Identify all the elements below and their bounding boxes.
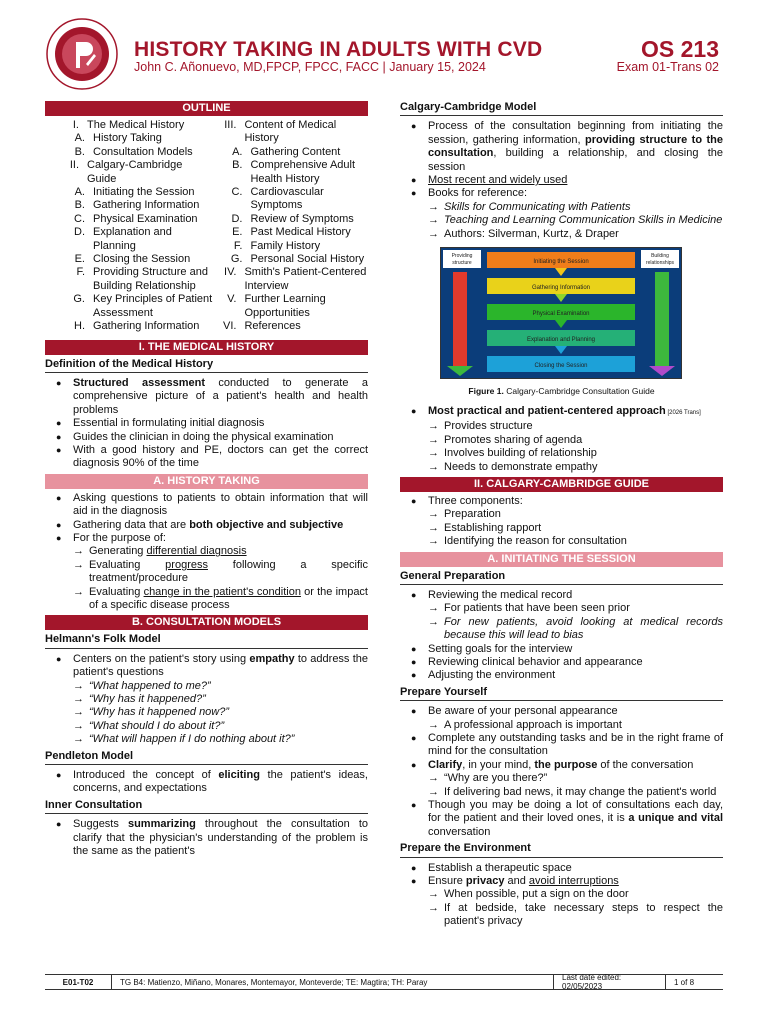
figure-step-label: Initiating the Session [533,259,589,266]
sub-item: → “Why has it happened?” [73,693,368,706]
outline-list [45,119,368,334]
sub-item: → “Why has it happened now?” [73,706,368,719]
list-item: ● Establish a therapeutic space [428,862,723,875]
sub-item: → If at bedside, take necessary steps to respect the patient's privacy [428,902,723,929]
outline-subitem: C. Cardiovascular Symptoms [231,186,324,212]
outline-subitem: B. Gathering Information [74,199,200,212]
outline-subitem: E. Past Medical History [232,226,351,239]
bullet-list [45,492,368,613]
sub-item: → Skills for Communicating with Patients [428,201,723,214]
list-item: ● Books for reference: → Skills for Communicating with Patients → Teaching and Learning Communication Skills in Medicine → Authors: Silverman, Kurtz, & Draper [428,187,723,241]
list-item: ● Most practical and patient-centered approach [2026 Trans] → Provides structure → Promotes sharing of agenda → Involves building of relationship → Needs to demonstrate empathy [428,405,723,474]
subsection-title: Calgary-Cambridge Model [400,101,723,116]
outline-item: V. Further Learning Opportunities [227,293,326,319]
bullet-list [400,589,723,683]
bullet-list [400,120,723,241]
course-code: OS 213 [641,36,719,62]
subsection-title: Inner Consultation [45,799,368,814]
university-seal-icon [46,18,118,90]
sub-item: → “What happened to me?” [73,680,368,693]
bullet-list [400,495,723,549]
figure-left-label: Providing [451,253,473,260]
outline-subitem: F. Family History [233,239,321,252]
outline-subitem: E. Closing the Session [74,253,191,266]
sub-item: → For patients that have been seen prior [428,602,723,615]
bullet-list [45,653,368,747]
sub-item: → “Why are you there?” [428,772,723,785]
list-item: ● For the purpose of: → Generating differential diagnosis → Evaluating progress following a specific treatment/procedure → Evaluating change in the patient's condition or the impact of a specific disease process [73,532,368,612]
page-footer [45,974,723,990]
list-item: ● Complete any outstanding tasks and be in the right frame of mind for the consultation [428,732,723,759]
subsection-title: Prepare the Environment [400,842,723,857]
footer-code: E01-T02 [45,975,112,989]
outline-subitem: G. Key Principles of Patient Assessment [73,293,213,319]
outline-subitem: F. Providing Structure and Building Relationship [76,266,208,292]
list-item: ● Centers on the patient's story using empathy to address the patient's questions → “What happened to me?” → “Why has it happened?” → “Why has it happened now?” → “What should I do about it?” → “What will happen if I do nothing about it?” [73,653,368,747]
list-item: ● Though you may be doing a lot of consultations each day, for the patient and their loved ones, it is a unique and vital conversation [428,799,723,839]
sub-item: → Authors: Silverman, Kurtz, & Draper [428,228,723,241]
subsection-title: Helmann's Folk Model [45,633,368,648]
list-item: ● Ensure privacy and avoid interruptions → When possible, put a sign on the door → If at bedside, take necessary steps to respect the patient's privacy [428,875,723,929]
subsection-title: Prepare Yourself [400,686,723,701]
outline-item: VI. References [223,320,301,333]
outline-subitem: D. Review of Symptoms [231,212,354,225]
section-heading: I. THE MEDICAL HISTORY [45,340,368,355]
page-number: 1 of 8 [674,977,695,987]
list-item: ● Suggests summarizing throughout the consultation to clarify that the physician's understanding of the problem is the same as the patient's [73,818,368,858]
subsection-title: Pendleton Model [45,750,368,765]
bullet-list [45,769,368,796]
footer-edited: Last date edited: 02/05/2023 [554,975,666,989]
figure-step-label: Gathering Information [531,285,591,292]
outline-subitem: A. Initiating the Session [74,186,195,199]
sub-item: → “What will happen if I do nothing about it?” [73,733,368,746]
list-item: ● Most recent and widely used [428,174,723,187]
bullet-list [45,377,368,471]
sub-item: → Provides structure [428,420,723,433]
sub-item: → Teaching and Learning Communication Skills in Medicine [428,214,723,227]
sub-item: → Promotes sharing of agenda [428,434,723,447]
calgary-cambridge-figure [440,247,682,379]
outline-subitem: D. Explanation and Planning [74,226,172,252]
sub-item: → Establishing rapport [428,522,723,535]
list-item: ● Structured assessment conducted to generate a comprehensive picture of a patient's health and health problems [73,377,368,417]
bullet-list [400,705,723,839]
sub-item: → Needs to demonstrate empathy [428,461,723,474]
outline-heading: OUTLINE [45,101,368,116]
outline-column-1 [45,119,212,334]
author-line: John C. Añonuevo, MD,FPCP, FPCC, FACC | January 15, 2024 [134,60,486,74]
list-item: ● Three components: → Preparation → Establishing rapport → Identifying the reason for consultation [428,495,723,549]
outline-subitem: A. Gathering Content [232,145,341,158]
outline-column-2 [212,119,368,334]
list-item: ● Process of the consultation beginning from initiating the session, gathering information, providing structure to the consultation, building a relationship, and closing the session [428,120,723,174]
svg-text:structure: structure [452,260,472,267]
list-item: ● Be aware of your personal appearance → A professional approach is important [428,705,723,732]
section-heading: A. INITIATING THE SESSION [400,552,723,567]
sub-item: → Involves building of relationship [428,447,723,460]
list-item: ● With a good history and PE, doctors can get the correct diagnosis 90% of the time [73,444,368,471]
sub-item: → When possible, put a sign on the door [428,888,723,901]
bullet-list [45,818,368,858]
section-heading: A. HISTORY TAKING [45,474,368,489]
list-item: ● Reviewing clinical behavior and appearance [428,656,723,669]
list-item: ● Guides the clinician in doing the physical examination [73,431,368,444]
list-item: ● Gathering data that are both objective and subjective [73,519,368,532]
section-heading: B. CONSULTATION MODELS [45,615,368,630]
list-item: ● Introduced the concept of eliciting the patient's ideas, concerns, and expectations [73,769,368,796]
figure-step-label: Explanation and Planning [526,337,596,344]
svg-text:relationships: relationships [645,260,675,267]
subsection-title: General Preparation [400,570,723,585]
right-column [400,98,723,929]
sub-item: → Evaluating change in the patient's condition or the impact of a specific disease process [73,586,368,613]
list-item: ● Reviewing the medical record → For patients that have been seen prior → For new patients, avoid looking at medical records because this will lead to bias [428,589,723,643]
figure-right-label: Building [651,253,669,260]
list-item: ● Clarify, in your mind, the purpose of the conversation → “Why are you there?” → If delivering bad news, it may change the patient's world [428,759,723,799]
subsection-title: Definition of the Medical History [45,358,368,373]
list-item: ● Setting goals for the interview [428,643,723,656]
outline-item: IV. Smith's Patient-Centered Interview [224,266,367,292]
sub-item: → “What should I do about it?” [73,720,368,733]
page-header [0,0,768,90]
bullet-list [400,862,723,929]
outline-subitem: H. Gathering Information [74,320,200,333]
sub-item: → Evaluating progress following a specific treatment/procedure [73,559,368,586]
sub-item: → For new patients, avoid looking at medical records because this will lead to bias [428,616,723,643]
list-item: ● Essential in formulating initial diagnosis [73,417,368,430]
figure-step-label: Physical Examination [532,311,590,318]
sub-item: → If delivering bad news, it may change the patient's world [428,786,723,799]
footer-team: TG B4: Matienzo, Miñano, Monares, Montemayor, Monteverde; TE: Magtira; TH: Paray [112,975,554,989]
sub-item: → Identifying the reason for consultation [428,535,723,548]
outline-item: III. Content of Medical History [224,119,337,145]
left-column [45,98,368,859]
page-title: HISTORY TAKING IN ADULTS WITH CVD [134,38,543,61]
outline-subitem: G. Personal Social History [230,253,365,266]
outline-subitem: B. Comprehensive Adult Health History [232,159,356,185]
sub-item: → Preparation [428,508,723,521]
outline-subitem: A. History Taking [74,132,162,145]
exam-label: Exam 01-Trans 02 [616,60,719,74]
outline-subitem: C. Physical Examination [74,212,198,225]
bullet-list [400,405,723,474]
sub-item: → Generating differential diagnosis [73,545,368,558]
outline-subitem: B. Consultation Models [74,145,193,158]
section-heading: II. CALGARY-CAMBRIDGE GUIDE [400,477,723,492]
figure-caption: Figure 1. Calgary-Cambridge Consultation Guide [468,386,655,397]
outline-item: I. The Medical History [72,119,185,131]
list-item: ● Asking questions to patients to obtain information that will aid in the diagnosis [73,492,368,519]
outline-item: II. Calgary-Cambridge Guide [69,159,183,185]
sub-item: → A professional approach is important [428,719,723,732]
list-item: ● Adjusting the environment [428,669,723,682]
figure-step-label: Closing the Session [534,363,588,370]
